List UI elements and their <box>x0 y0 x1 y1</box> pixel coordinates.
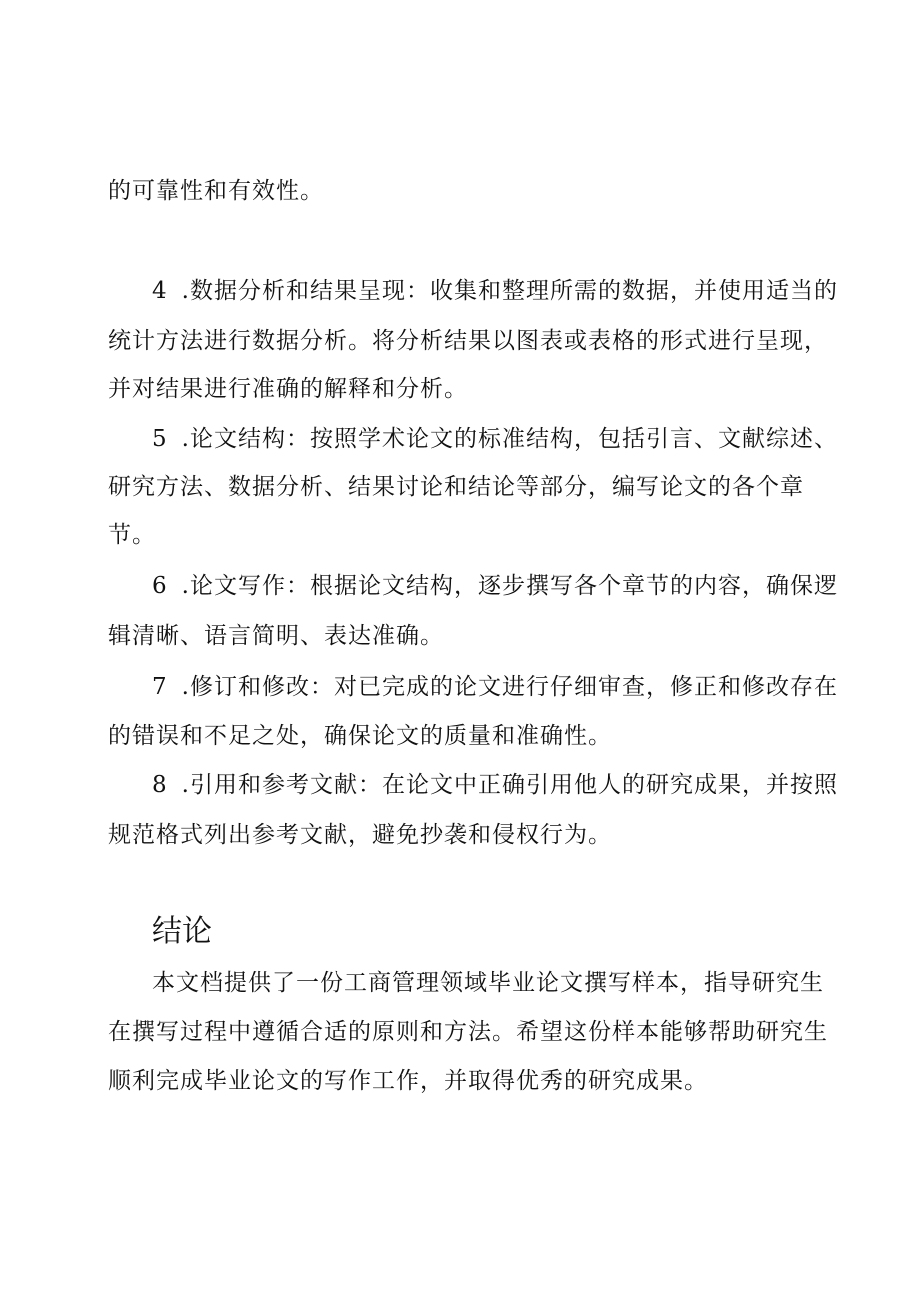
list-item-7-line-2: 的错误和不足之处，确保论文的质量和准确性。 <box>108 723 612 749</box>
list-item-6-number: 6 <box>152 573 168 599</box>
list-item-7-number: 7 <box>152 674 168 700</box>
list-item-5-number: 5 <box>152 426 168 452</box>
list-item-5-text-1: .论文结构：按照学术论文的标准结构，包括引言、文献综述、 <box>181 426 838 452</box>
list-item-5-line-2: 研究方法、数据分析、结果讨论和结论等部分，编写论文的各个章 <box>108 474 804 500</box>
list-item-4-line-1 <box>152 276 920 306</box>
list-item-7-line-1 <box>152 672 920 702</box>
list-item-4-text-1: .数据分析和结果呈现：收集和整理所需的数据，并使用适当的 <box>181 278 838 304</box>
list-item-8-number: 8 <box>152 772 168 798</box>
list-item-6-line-2: 辑清晰、语言简明、表达准确。 <box>108 623 444 649</box>
list-item-6-line-1 <box>152 571 920 601</box>
list-item-4-line-2: 统计方法进行数据分析。将分析结果以图表或表格的形式进行呈现， <box>108 328 828 354</box>
list-item-5-line-3: 节。 <box>108 522 156 548</box>
conclusion-line-1: 本文档提供了一份工商管理领域毕业论文撰写样本，指导研究生 <box>152 970 824 996</box>
list-item-4-line-3: 并对结果进行准确的解释和分析。 <box>108 376 468 402</box>
list-item-8-line-1 <box>152 770 920 800</box>
conclusion-line-3: 顺利完成毕业论文的写作工作，并取得优秀的研究成果。 <box>108 1068 708 1094</box>
conclusion-heading: 结论 <box>152 914 212 949</box>
conclusion-line-2: 在撰写过程中遵循合适的原则和方法。希望这份样本能够帮助研究生 <box>108 1019 828 1045</box>
list-item-6-text-1: .论文写作：根据论文结构，逐步撰写各个章节的内容，确保逻 <box>181 573 838 599</box>
intro-tail-text: 的可靠性和有效性。 <box>108 178 324 204</box>
list-item-5-line-1 <box>152 424 920 454</box>
list-item-4-number: 4 <box>152 278 168 304</box>
list-item-8-line-2: 规范格式列出参考文献，避免抄袭和侵权行为。 <box>108 822 612 848</box>
list-item-7-text-1: .修订和修改：对已完成的论文进行仔细审查，修正和修改存在 <box>181 674 838 700</box>
list-item-8-text-1: .引用和参考文献：在论文中正确引用他人的研究成果，并按照 <box>181 772 838 798</box>
